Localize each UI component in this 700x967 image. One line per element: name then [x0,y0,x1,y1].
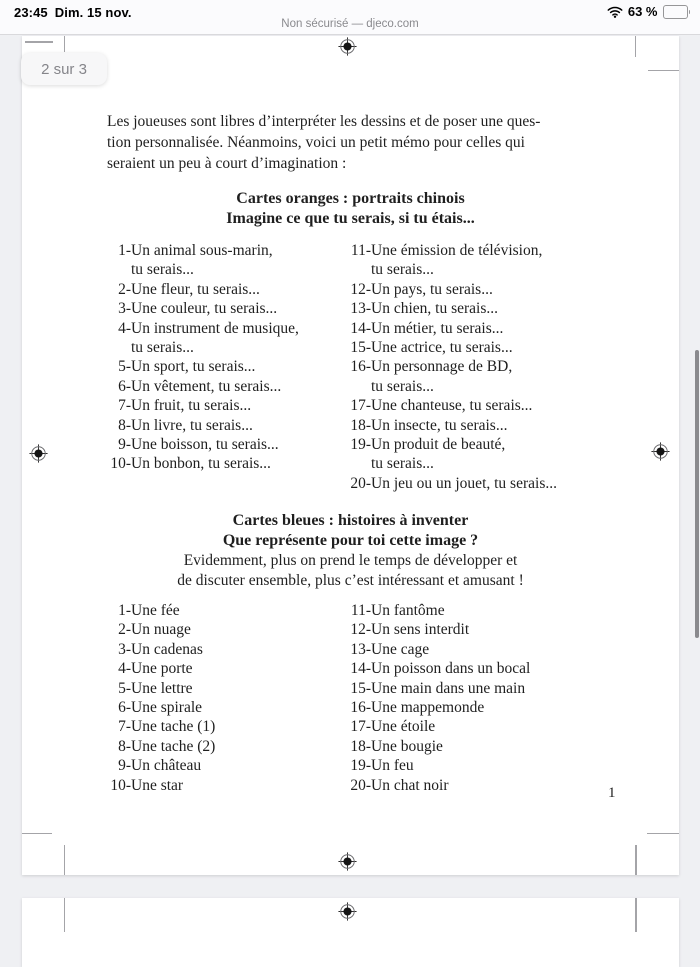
list-item-number: 12- [350,621,371,639]
list-item-text: Un chat noir [371,776,449,794]
list-item-number: 16- [350,358,371,376]
registration-mark-icon [29,444,48,463]
list-item-text: Une main dans une main [371,679,526,697]
status-date: Dim. 15 nov. [54,5,132,20]
list-item [345,620,675,639]
list-item [105,717,345,736]
list-item-number: 4- [118,319,131,337]
list-item-text: Une lettre [131,679,193,697]
intro-line: seraient un peu à court d’imagination : [107,155,347,172]
section1-title-line2: Imagine ce que tu serais, si tu étais... [226,210,475,227]
list-item-text: Une fleur, tu serais... [131,280,260,298]
list-item [105,435,345,454]
list-item-number: 9- [118,436,131,454]
section2-lists [105,601,675,795]
list-item-text: Un fantôme [371,602,445,619]
section2-right-column [345,601,675,795]
crop-mark-bottom-left-h [22,833,52,835]
list-item-number: 1- [118,242,131,259]
list-item-number: 16- [350,699,371,717]
list-item-number: 15- [350,339,371,357]
list-item-text: Une star [131,776,184,794]
list-item-number: 17- [350,397,371,415]
list-item-number: 11- [350,602,371,619]
list-item-text: Une porte [131,660,193,678]
list-item-text: Un insecte, tu serais... [371,416,508,434]
list-item [345,396,675,415]
list-item-text: Un sport, tu serais... [131,358,256,376]
wifi-icon [607,6,623,18]
list-item-text: Une mappemonde [371,699,485,717]
list-item-number: 19- [350,436,371,454]
list-item-number: 8- [118,737,131,755]
list-item [345,299,675,318]
list-item-number: 7- [118,718,131,736]
section1-heading [22,189,679,229]
list-item-number: 7- [118,397,131,415]
crop-mark-bottom-left-v [64,845,66,875]
list-item-text: Un poisson dans un bocal [371,660,531,678]
section2-title-line1: Cartes bleues : histoires à inventer [232,512,469,529]
list-item-number: 18- [350,737,371,755]
list-item-text: Une bougie [371,737,443,755]
list-item [345,357,675,396]
list-item-number: 3- [118,640,131,658]
pdf-page-2 [22,36,679,875]
list-item-text: Un château [131,757,202,775]
list-item-text: Un animal sous-marin, tu serais... [131,242,273,279]
list-item-number: 10- [110,455,131,473]
crop-mark-bottom-right-v [635,845,637,875]
list-item-text: Une cage [371,640,430,658]
section2-subtitle [22,551,679,591]
crop-mark-top-left-v [64,36,66,52]
list-item-text: Un bonbon, tu serais... [131,455,271,473]
list-item [345,474,675,493]
list-item-text: Un chien, tu serais... [371,300,498,318]
list-item-number: 14- [350,660,371,678]
list-item-number: 5- [118,679,131,697]
list-item-number: 6- [118,377,131,395]
list-item [345,756,675,775]
section1-right-column [345,241,675,493]
list-item-text: Un sens interdit [371,621,470,639]
scrollbar-thumb[interactable] [695,350,699,638]
list-item-text: Un livre, tu serais... [131,416,253,434]
crop-mark-top-right-v [635,36,637,57]
list-item [345,241,675,280]
list-item-text: Une étoile [371,718,436,736]
list-item-number: 10- [110,776,131,794]
list-item-number: 17- [350,718,371,736]
page-indicator-badge [21,53,107,85]
registration-mark-icon [338,852,357,871]
list-item [345,435,675,474]
pdf-viewer-canvas [0,34,700,933]
crop-mark-top-left-v [64,898,66,932]
list-item-text: Un jeu ou un jouet, tu serais... [371,474,557,492]
list-item [105,640,345,659]
list-item [105,737,345,756]
url-security-label[interactable]: Non sécurisé — djeco.com [281,18,419,30]
battery-icon [663,5,691,19]
section2-subtitle-line1: Evidemment, plus on prend le temps de développer et [183,552,518,569]
list-item-text: Un vêtement, tu serais... [131,377,282,395]
list-item [345,659,675,678]
list-item-number: 13- [350,300,371,318]
list-item [105,396,345,415]
list-item [345,717,675,736]
list-item-number: 2- [118,621,131,639]
crop-mark-bottom-right-h [647,833,679,835]
list-item [105,698,345,717]
list-item-text: Un produit de beauté, tu serais... [371,436,506,473]
list-item [345,319,675,338]
list-item-text: Un cadenas [131,640,203,658]
list-item [105,299,345,318]
list-item-number: 2- [118,280,131,298]
list-item [105,241,345,280]
crop-mark-top-right-v [635,898,637,932]
intro-line: Les joueuses sont libres d’interpréter les dessins et de poser une ques- [107,113,541,130]
list-item-number: 3- [118,300,131,318]
section2-heading [22,511,679,551]
list-item [345,601,675,620]
section1-lists [105,241,675,493]
list-item [105,620,345,639]
list-item-text: Un instrument de musique, tu serais... [131,319,299,357]
list-item-number: 6- [118,699,131,717]
list-item [105,357,345,376]
list-item [345,280,675,299]
list-item [105,319,345,358]
list-item [345,737,675,756]
list-item-text: Un feu [371,757,414,775]
list-item-number: 5- [118,358,131,376]
list-item-number: 8- [118,416,131,434]
section1-left-column [105,241,345,493]
page-indicator-label: 2 sur 3 [41,60,87,78]
list-item [105,377,345,396]
list-item-text: Une boisson, tu serais... [131,436,279,454]
section2-title-line2: Que représente pour toi cette image ? [222,532,479,549]
list-item-number: 14- [350,319,371,337]
section2-subtitle-line2: de discuter ensemble, plus c’est intéressant et amusant ! [177,572,524,589]
list-item-text: Une fée [131,602,180,619]
list-item-number: 1- [118,602,131,619]
list-item-text: Un nuage [131,621,191,639]
intro-line: tion personnalisée. Néanmoins, voici un petit mémo pour celles qui [107,134,525,151]
status-indicators [607,4,690,19]
list-item-number: 15- [350,679,371,697]
list-item-text: Une émission de télévision, tu serais... [371,242,543,279]
crop-mark-top-left-h [25,41,53,43]
list-item [345,776,675,795]
list-item-text: Une couleur, tu serais... [131,300,278,318]
list-item [345,338,675,357]
list-item-number: 20- [350,776,371,794]
list-item-number: 19- [350,757,371,775]
battery-percent-label: 63 % [627,4,658,19]
list-item-text: Un personnage de BD, tu serais... [371,358,513,395]
list-item [105,601,345,620]
list-item [105,280,345,299]
list-item [105,756,345,775]
list-item [345,679,675,698]
list-item [345,698,675,717]
crop-mark-top-right-h [648,70,679,72]
document-page-number: 1 [608,785,616,801]
list-item [105,776,345,795]
list-item-number: 11- [350,242,371,259]
list-item-text: Un fruit, tu serais... [131,397,252,415]
list-item-text: Une tache (1) [131,718,216,736]
list-item [105,659,345,678]
section2-left-column [105,601,345,795]
list-item-text: Un pays, tu serais... [371,280,493,298]
list-item-text: Une chanteuse, tu serais... [371,397,533,415]
list-item-number: 12- [350,280,371,298]
intro-paragraph [107,111,540,174]
list-item-number: 20- [350,474,371,492]
registration-mark-icon [338,902,357,921]
section1-title-line1: Cartes oranges : portraits chinois [236,190,465,207]
list-item [345,640,675,659]
list-item [105,679,345,698]
list-item-number: 13- [350,640,371,658]
list-item-text: Une actrice, tu serais... [371,339,513,357]
list-item [105,416,345,435]
list-item-number: 18- [350,416,371,434]
list-item-text: Une spirale [131,699,203,717]
list-item-number: 4- [118,660,131,678]
list-item-number: 9- [118,757,131,775]
list-item [345,416,675,435]
list-item-text: Un métier, tu serais... [371,319,504,337]
registration-mark-icon [338,37,357,56]
list-item-text: Une tache (2) [131,737,216,755]
status-time: 23:45 [14,5,48,20]
list-item [105,454,345,473]
